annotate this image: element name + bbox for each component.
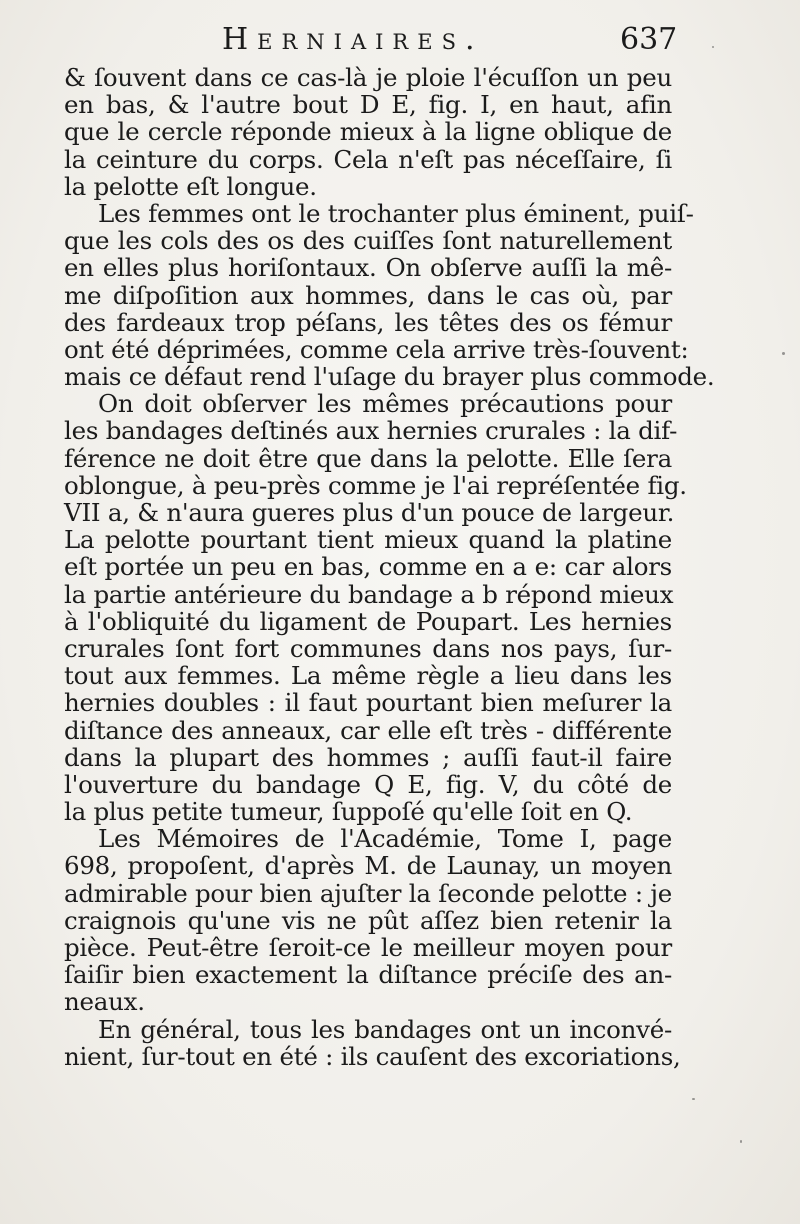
text-line: hernies doubles : il faut pourtant bien meſurer la xyxy=(64,688,672,718)
text-line: VII a, & n'aura gueres plus d'un pouce de largeur. xyxy=(64,498,675,527)
text-line: tout aux femmes. La même règle a lieu dans les xyxy=(64,661,672,691)
text-line: oblongue, à peu-près comme je l'ai repréſentée fig. xyxy=(64,470,687,500)
text-line: pièce. Peut-être ſeroit-ce le meilleur moyen pour xyxy=(64,933,672,962)
text-line: On doit obſerver les mêmes précautions pour xyxy=(98,389,672,419)
page-number: 637 xyxy=(620,22,678,57)
text-line: crurales ſont fort communes dans nos pays, ſur- xyxy=(64,633,672,663)
page-body-text xyxy=(64,63,715,1071)
text-line: diſtance des anneaux, car elle eſt très - différente xyxy=(64,715,672,745)
text-line: des fardeaux trop péſans, les têtes des os fémur xyxy=(64,307,672,337)
text-line: admirable pour bien ajuſter la ſeconde pelotte : je xyxy=(64,878,672,908)
text-line: me diſpoſition aux hommes, dans le cas où, par xyxy=(64,280,672,310)
text-line: mais ce défaut rend l'uſage du brayer plus commode. xyxy=(64,362,715,392)
text-line: La pelotte pourtant tient mieux quand la platine xyxy=(64,525,672,555)
text-line: ont été déprimées, comme cela arrive très-ſouvent: xyxy=(64,334,689,364)
text-line: ſaiſir bien exactement la diſtance préciſe des an- xyxy=(64,960,672,990)
text-line: eſt portée un peu en bas, comme en a e: car alors xyxy=(64,552,672,582)
paper-speck xyxy=(692,1098,695,1100)
text-line: que le cercle réponde mieux à la ligne oblique de xyxy=(64,117,672,147)
page-header xyxy=(0,18,800,62)
text-line: Les femmes ont le trochanter plus éminent, puiſ- xyxy=(98,198,694,228)
text-line: la plus petite tumeur, ſuppoſé qu'elle ſoit en Q. xyxy=(64,797,633,827)
text-line: les bandages deſtinés aux hernies crurales : la dif- xyxy=(64,416,678,446)
text-line: En général, tous les bandages ont un inconvé- xyxy=(98,1014,672,1044)
text-line: en bas, & l'autre bout D E, fig. I, en haut, afin xyxy=(64,90,672,120)
paper-speck xyxy=(740,1140,742,1143)
text-line: à l'obliquité du ligament de Poupart. Les hernies xyxy=(64,606,672,636)
paper-speck xyxy=(712,46,714,48)
running-title: Herniaires. xyxy=(222,22,484,57)
text-line: 698, propoſent, d'après M. de Launay, un moyen xyxy=(64,851,672,881)
text-line: craignois qu'une vis ne pût aſſez bien retenir la xyxy=(64,905,672,935)
text-line: la partie antérieure du bandage a b répond mieux xyxy=(64,579,674,609)
text-line: nient, ſur-tout en été : ils cauſent des excoriations, xyxy=(64,1041,681,1071)
paper-speck xyxy=(782,352,785,355)
text-line: Les Mémoires de l'Académie, Tome I, page xyxy=(98,824,672,854)
text-line: férence ne doit être que dans la pelotte. Elle ſera xyxy=(64,443,672,473)
text-line: dans la plupart des hommes ; auſſi faut-il faire xyxy=(64,742,672,772)
text-line: que les cols des os des cuiſſes ſont naturellement xyxy=(64,226,672,256)
text-line: la pelotte eſt longue. xyxy=(64,171,317,201)
text-line: neaux. xyxy=(64,987,145,1017)
text-line: l'ouverture du bandage Q E, fig. V, du côté de xyxy=(64,769,672,799)
text-line: & ſouvent dans ce cas-là je ploie l'écuſſon un peu xyxy=(64,63,672,92)
text-line: la ceinture du corps. Cela n'eſt pas néceſſaire, ſi xyxy=(64,144,672,174)
text-line: en elles plus horiſontaux. On obſerve auſſi la mê- xyxy=(64,253,672,283)
